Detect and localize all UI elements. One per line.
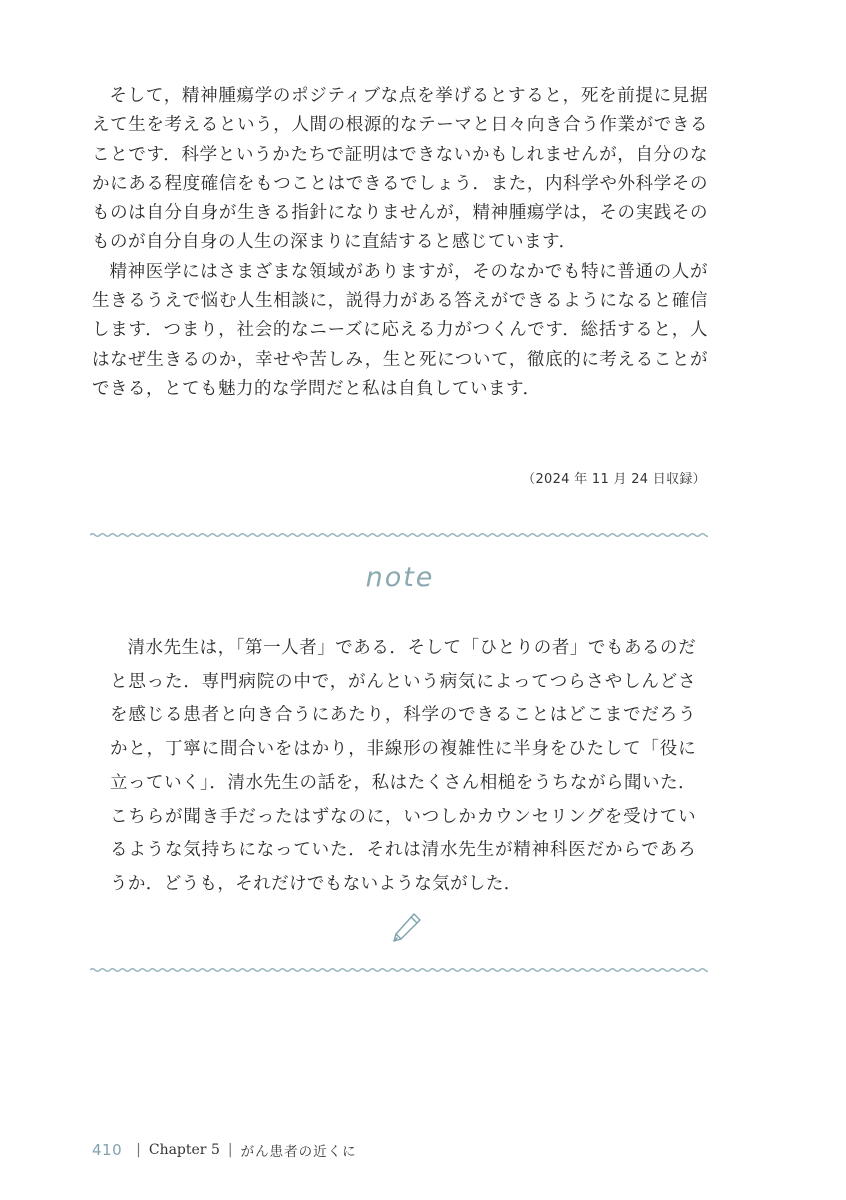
chapter-title: がん患者の近くに xyxy=(240,1144,357,1160)
recording-date: （2024 年 11 月 24 日収録） xyxy=(522,472,706,487)
footer-separator: | xyxy=(227,1142,233,1158)
body-paragraph: そして，精神腫瘍学のポジティブな点を挙げるとすると，死を前提に見据えて生を考えるという，人間の根源的なテーマと日々向き合う作業ができることです．科学というかたちで証明はできないかもしれませんが，自分のなかにある程度確信をもつことはできるでしょう．また，内科学や外科学そのものは自分自身が生きる指針になりませんが，精神腫瘍学は，その実践そのものが自分自身の人生の深まりに直結すると感じています． xyxy=(92,86,708,253)
page-footer xyxy=(92,1140,357,1160)
wavy-divider-top xyxy=(90,530,708,540)
footer-separator: | xyxy=(136,1142,141,1158)
body-paragraph: 精神医学にはさまざまな領域がありますが，そのなかでも特に普通の人が生きるうえで悩む人生相談に，説得力がある答えができるようになると確信します．つまり，社会的なニーズに応える力がつくんです．総括すると，人はなぜ生きるのか，幸せや苦しみ，生と死について，徹底的に考えることができる，とても魅力的な学問だと私は自負しています． xyxy=(92,261,708,399)
note-body xyxy=(110,632,696,902)
note-title: note xyxy=(365,562,435,593)
wavy-divider-bottom xyxy=(90,965,708,975)
page-number: 410 xyxy=(92,1141,123,1159)
chapter-label: Chapter 5 xyxy=(148,1142,220,1158)
main-text xyxy=(92,82,708,404)
pen-icon xyxy=(388,910,424,946)
note-paragraph: 清水先生は，「第一人者」である．そして「ひとりの者」でもあるのだと思った．専門病院の中で，がんという病気によってつらさやしんどさを感じる患者と向き合うにあたり，科学のできることはどこまでだろうかと，丁寧に間合いをはかり，非線形の複雑性に半身をひたして「役に立っていく」．清水先生の話を，私はたくさん相槌をうちながら聞いた．こちらが聞き手だったはずなのに，いつしかカウンセリングを受けているような気持ちになっていた．それは清水先生が精神科医だからであろうか．どうも，それだけでもないような気がした． xyxy=(110,638,696,894)
